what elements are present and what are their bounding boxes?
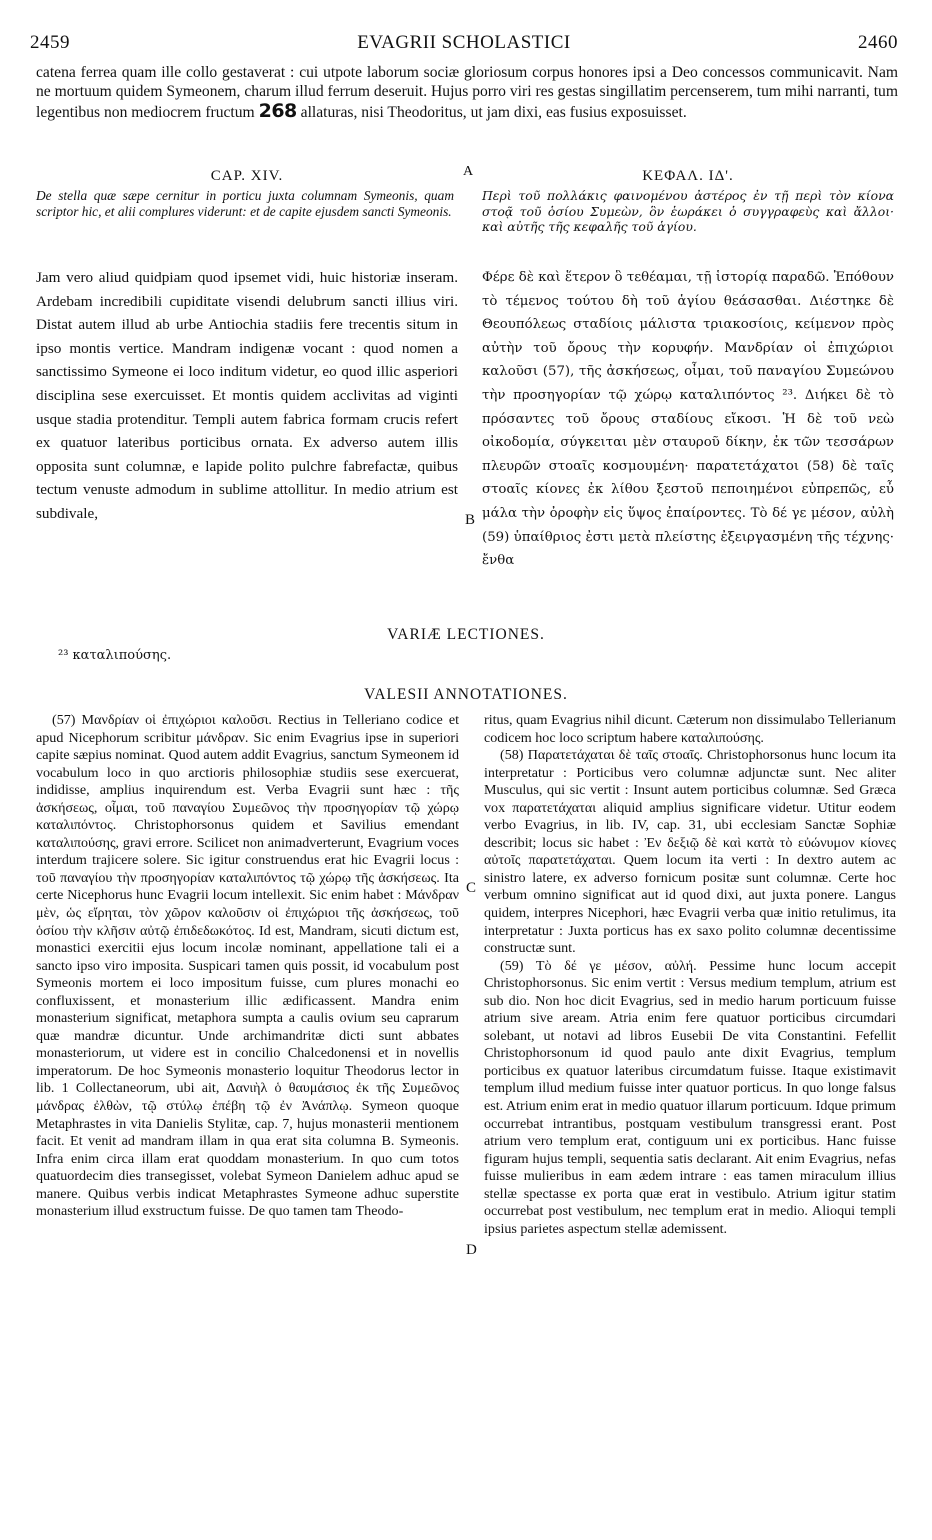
margin-letter-b: B	[465, 512, 476, 528]
page-number-left: 2459	[30, 32, 70, 53]
running-head	[30, 32, 898, 56]
chapter-title-latin: CAP. XIV.	[210, 168, 284, 184]
latin-body-text: Jam vero aliud quidpiam quod ipsemet vidi, huic historiæ inseram. Ardebam incredibili cupiditate visendi delubrum sancti illius viri. Distat autem illud ab urbe Antiochia stadiis fere trecentis situm in ipso montis vertice. Mandram indigenæ vocant : quod nomen a sanctissimo Symeone ei loco inditum videtur, eo quod illic asperiori disciplina sese exercuisset. Et montis quidem acclivitas ad viginti usque stadia protenditur. Templi autem fabrica formam crucis refert ex quatuor lateribus porticibus ornata. Ex adverso autem illis opposita sunt columnæ, e lapide polito pulchre fabrefactæ, quibus tectum venuste admodum in sublime attollitur. In medio atrium est subdivale,	[36, 269, 458, 522]
notes-column-right	[484, 712, 896, 1238]
varia-note: ²³ καταλιπούσης.	[58, 648, 172, 663]
varia-heading: VARIÆ LECTIONES.	[387, 626, 545, 643]
greek-body-text: Φέρε δὲ καὶ ἕτερον ὃ τεθέαμαι, τῇ ἱστορίᾳ παραδῶ. Ἐπόθουν τὸ τέμενος τούτου δὴ τοῦ ἁγίου θεάσασθαι. Διέστηκε δὲ Θεουπόλεως σταδίοις μάλιστα τριακοσίοις, κείμενον πρὸς αὐτὴν τοῦ ὄρους τὴν κορυφήν. Μανδρίαν οἱ ἐπιχώριοι καλοῦσι (57), τῆς ἀσκήσεως, οἶμαι, τοῦ παναγίου Συμεώνου τὴν προσηγορίαν τῷ χώρῳ καταλιπόντος ²³. Διήκει δὲ τὸ πρόσαντες τοῦ ὄρους σταδίους εἴκοσι. Ἡ δὲ τοῦ νεὼ οἰκοδομία, σύγκειται μὲν σταυροῦ δίκην, ἐκ τῶν τεσσάρων πλευρῶν στοαῖς κοσμουμένη· παρατετάχατοι (58) δὲ ταῖς στοαῖς κίονες ἐκ λίθου ξεστοῦ πεποιημένοι εὐπρεπῶς, εὖ μάλα τὴν ὀροφὴν εἰς ὕψος ἐπαίροντες. Τὸ δέ γε μέσον, αὐλὴ (59) ὑπαίθριος ἐστι μετὰ πλείστης ἐξειργασμένη τῆς τέχνης· ἔνθα	[482, 270, 894, 569]
intro-paragraph	[36, 64, 898, 122]
notes-column-left	[36, 712, 459, 1221]
margin-letter-c: C	[466, 880, 477, 896]
page-number-right: 2460	[858, 32, 898, 53]
intro-text-b: allaturas, nisi Theodoritus, ut jam dixi, eas fusius exposuisset.	[300, 103, 687, 121]
note-59: (59) Τὸ δέ γε μέσον, αὐλή. Pessime hunc locum accepit Christophorsonus. Sic enim vertit : Versus medium templum, atrium est sub dio. Non hoc dicit Evagrius, sed in medio harum porticuum fuisse atrium sive aream. Atria enim fere quatuor porticibus circumdari solebant, ut notavi ad libros Eusebii De vita Constantini. Fefellit Christophorsonum id quod paulo ante dixit Evagrius, templum porticibus ex quatuor lateribus circumdatum fuisse. Itaque existimavit templum illud medium fuisse inter quatuor porticus. In quo longe falsus est. Atrium enim erat in medio quatuor illarum porticuum. Idque primum occurrebat intrantibus, postquam vestibulum transgressi erant. Post atrium vero templum erat, contiguum uni ex porticibus. Hanc fuisse figuram hujus templi, sequentia satis declarant. Ait enim Evagrius, nefas fuisse mulieribus in eam ædem intrare : eas tamen miraculum illius stellæ spectasse ex porta quæ erat in vestibulo. Atrium igitur statim occurrebat post vestibulum, nec templum erat in medio. Alioqui templi ipsius parietes aspectum stellæ ademissent.	[484, 957, 896, 1237]
chapter-title-greek: ΚΕΦΑΛ. ΙΔ'.	[642, 168, 734, 184]
valesii-heading: VALESII ANNOTATIONES.	[364, 686, 568, 703]
intro-text-a: catena ferrea quam ille collo gestaverat : cui utpote laborum sociæ gloriosum corpus honores ipsi a Deo concessos communicavit. Nam ne mortuum quidem Symeonem, charum illud ferrum deseruit. Hujus porro viri res gestas singillatim percenserem, tum mihi narranti, tum legentibus non mediocrem fructum	[36, 64, 898, 121]
note-57: (57) Μανδρίαν οἱ ἐπιχώριοι καλοῦσι. Rectius in Telleriano codice et apud Nicephorum scribitur μάνδραν. Sic enim Evagrius ipse in superiori capite sæpius nominat. Quod autem addit Evagrius, sanctum Symeonem id vocabulum loco in quo arctioris philosophiæ studiis sese exercuerat, indidisse, amplius inquirendum est. Verba Evagrii sunt hæc : τῆς ἀσκήσεως, οἶμαι, τοῦ παναγίου Συμεῶνος τὴν προσηγορίαν τῷ χώρῳ καταλιπόντος. Christophorsonus quidem et Savilius emendant καταλιπούσης, gravi errore. Scilicet non animadverterunt, Evagrium voces interdum trajicere solere. Sic igitur construendus erat hic Evagrii locus : τοῦ παναγίου τὴν προσηγορίαν καταλιπόντος τῷ χώρῳ τῆς ἀσκήσεως. Ita certe Nicephorus hunc Evagrii locum intellexit. Sic enim habet : Μάνδραν μὲν, ὡς εἴρηται, τὸν χῶρον καλοῦσιν οἱ ἐπιχώριοι τῆς ἀσκήσεως, τοῦ ὁσίου τὴν κλῆσιν αὐτῷ ἐπιδεδωκότος. Id est, Mandram, sicuti dictum est, monastici exercitii ejus locum incolæ nominant, appellatione tali ei a sancto ipso viro imposita. Suspicari tamen quis possit, id vocabulum post Symeonis mortem ei loco impositum fuisse, cum plures monachi eo confluxissent, et monasterium illic ædificassent. Mandra enim monasterium significat, metaphora sumpta a caulis ovium seu caprarum quæ mandræ dicuntur. Unde archimandritæ dicti sunt abbates monasteriorum, ut videre est in concilio Chalcedonensi et in novellis imperatorum. De hoc Symeonis monasterio loquitur Theodorus lector in lib. 1 Collectaneorum, ubi ait, Δανιὴλ ὁ θαυμάσιος ἐκ τῆς Συμεῶνος μάνδρας ἐλθὼν, τῷ στύλῳ ἐπέβη τῷ ἐν Ἀνάπλῳ. Symeon quoque Metaphrastes in vita Danielis Stylitæ, cap. 7, hujus monasterii mentionem facit. Et venit ad mandram illam in qua erat sita columna B. Symeonis. Infra enim circa illam erat quoddam monasterium. In quo cum totos quatuordecim dies transegisset, volebat Symeon Danielem adhuc apud se manere. Quibus verbis indicat Metaphrastes Symeone adhuc superstite monasterium illud exstructum fuisse. De quo tamen tam Theodo-	[36, 712, 459, 1220]
margin-letter-d: D	[466, 1242, 477, 1258]
margin-letter-a: A	[463, 164, 474, 179]
chapter-subtitle-latin: De stella quæ sæpe cernitur in porticu juxta columnam Symeonis, quam scriptor hic, et alii complures viderunt: et de capite ejusdem sancti Symeonis.	[36, 188, 454, 219]
running-title: EVAGRII SCHOLASTICI	[357, 32, 571, 53]
migne-column-mark: 268	[258, 99, 297, 122]
note-58: (58) Παρατετάχαται δὲ ταῖς στοαῖς. Christophorsonus hunc locum ita interpretatur : Porticibus vero columnæ adjunctæ sunt. Nec aliter Musculus, qui sic vertit : Insunt autem porticibus columnæ. Sed Græca vox παρατετάχαται aliquid amplius significare videtur. Utitur eodem verbo Evagrius, in lib. IV, cap. 31, ubi ecclesiam Sanctæ Sophiæ describit; locus sic habet : Ἐν δεξιῷ δὲ καὶ κατὰ τὸ εὐώνυμον κίονες αὐτοῖς παρατετάχαται. Quem locum ita verti : In dextro autem ac sinistro latere, ex adverso fornicum positæ sunt columnæ. Certe hoc verbum omnino significat aut id quod dixi, aut juxta ponere. Langus quidem, interpres Nicephori, hæc Evagrii verba quæ initio retulimus, ita interpretatur : Juxta porticus has ex saxo polito columnæ decentissime constructæ sunt.	[484, 747, 896, 957]
chapter-subtitle-greek: Περὶ τοῦ πολλάκις φαινομένου ἀστέρος ἐν τῇ περὶ τὸν κίονα στοᾷ τοῦ ὁσίου Συμεὼν, ὃν ἑωράκει ὁ συγγραφεὺς καὶ ἄλλοι· καὶ αὐτῆς τῆς κεφαλῆς τοῦ ἁγίου.	[482, 188, 894, 235]
note-57-continued: ritus, quam Evagrius nihil dicunt. Cæterum non dissimulabo Tellerianum codicem hoc loco scriptum habere καταλιπούσης.	[484, 712, 896, 746]
